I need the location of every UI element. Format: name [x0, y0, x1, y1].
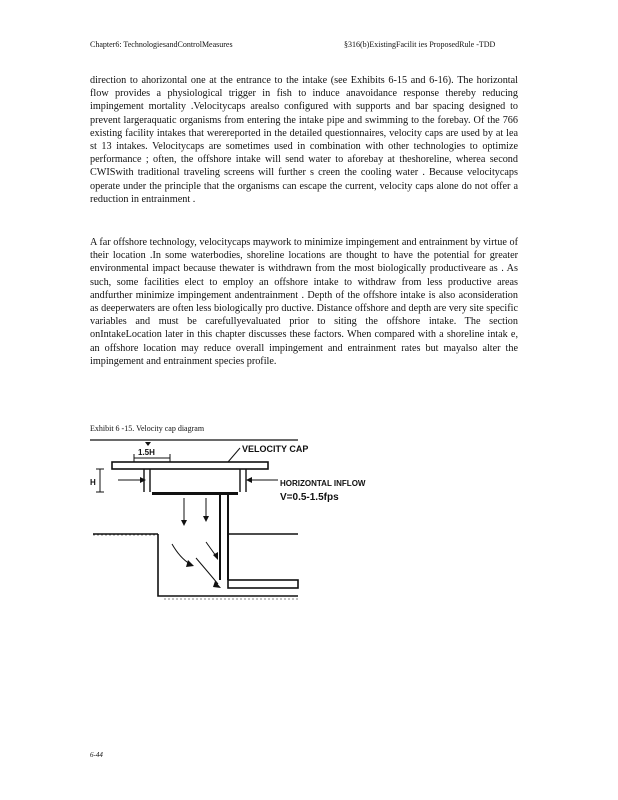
label-velocity-range: V=0.5-1.5fps — [280, 492, 339, 503]
paragraph-offshore-technology: A far offshore technology, velocitycaps maywork to minimize impingement and entrainment by virtue of their location .In some waterbodies, shoreline locations are thought to have the potential for greater environmental impact because thewater is withdrawn from the most biologically productiveare as . As such, some facilities elect to employ an offshore intake to withdraw from less productive areas andfurther minimize impingement andentrainment . Depth of the offshore intake is also aconsideration as deeperwaters are often less biologically pro ductive. Distance offshore and depth are very site specific variables and must be carefullyevaluated prior to siting the offshore intake. The section onIntakeLocation later in this chapter discusses these factors. When compared with a shoreline intak e, an offshore location may reduce overall impingement and entrainment rates but mayalso alter the impingement and entrainment species profile. — [90, 237, 518, 367]
leader-velocity-cap — [228, 448, 240, 462]
label-velocity-cap: VELOCITY CAP — [242, 444, 309, 454]
running-header-chapter: Chapter6: TechnologiesandControlMeasures — [90, 40, 233, 49]
label-horizontal-inflow: HORIZONTAL INFLOW — [280, 479, 366, 488]
velocity-cap-drawing — [88, 436, 388, 606]
label-h: H — [90, 478, 96, 487]
paragraph-velocity-cap-function: direction to ahorizontal one at the entrance to the intake (see Exhibits 6-15 and 6-16). The horizontal flow provides a physiological trigger in fish to induce anavoidance response thereby reducing impingement mortality .Velocitycaps arealso configured with supports and bar spacing designed to prevent largeraquatic organisms from entering the intake pipe and swimming to the forebay. Of the 766 existing facility intakes that werereported in the detailed questionnaires, velocity caps are used by at lea st 13 intakes. Velocitycaps are sometimes used in combination with other technologies to optimize performance ; often, the offshore intake will send water to aforebay at theshoreline, wherea second CWISwith traditional traveling screens will further s creen the cooling water . Because velocitycaps operate under the principle that the organisms can escape the current, velocity caps alone do not offer a reduction in entrainment . — [90, 75, 518, 205]
label-1-5h: 1.5H — [138, 448, 155, 457]
velocity-cap-diagram — [88, 436, 388, 606]
running-header-title: §316(b)ExistingFacilit ies ProposedRule -TDD — [344, 40, 496, 49]
cap-plate — [112, 462, 268, 469]
intake-conduit — [228, 580, 298, 588]
flow-arrow-curve-1 — [172, 544, 190, 564]
riser-top-rim — [152, 492, 238, 495]
figure-caption: Exhibit 6 -15. Velocity cap diagram — [90, 424, 205, 433]
water-level-marker — [145, 442, 151, 446]
flow-arrow-curve-2 — [196, 558, 218, 584]
intake-pipe-left-wall — [158, 534, 164, 596]
page-number: 6-44 — [90, 751, 103, 759]
